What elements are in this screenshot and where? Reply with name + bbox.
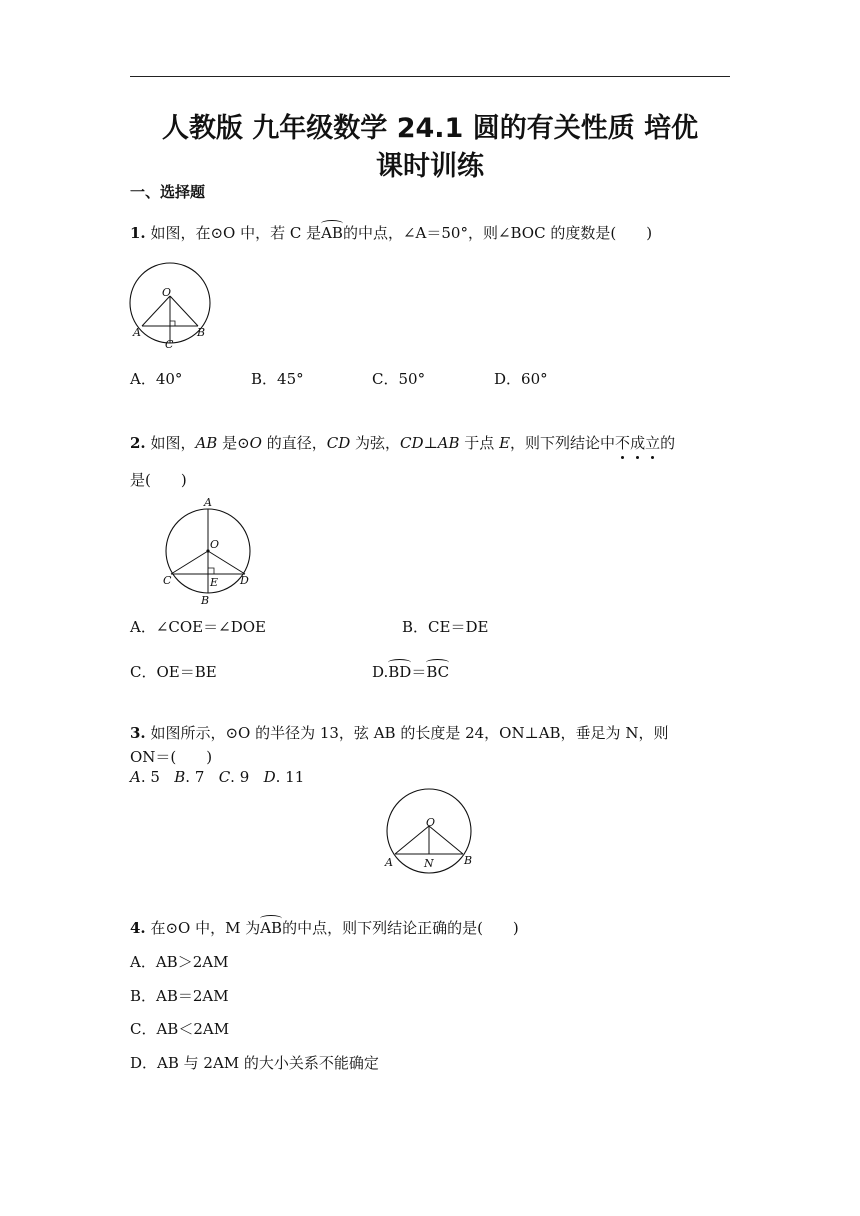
question-1: 1. 如图，在⊙O 中，若 C 是AB的中点，∠A＝50°，则∠BOC 的度数是( ) — [130, 224, 653, 242]
q4-option-b: B．AB＝2AM — [130, 987, 229, 1005]
question-3-line2: ON＝( ) — [130, 748, 213, 766]
question-number: 4. — [130, 919, 146, 937]
arc-bd: BD — [388, 663, 412, 681]
label-b: B — [201, 594, 210, 607]
q2-option-c: C．OE＝BE — [130, 663, 217, 681]
question-2-line2: 是( ) — [130, 471, 187, 489]
q4-option-a: A．AB＞2AM — [130, 953, 229, 971]
arc-bc: BC — [426, 663, 450, 681]
q1-option-d: D．60° — [494, 370, 548, 388]
question-number: 1. — [130, 224, 146, 242]
question-2: 2. 如图，AB 是⊙O 的直径，CD 为弦，CD⊥AB 于点 E，则下列结论中不成立的 — [130, 434, 676, 452]
label-c: C — [165, 338, 174, 351]
page-title: 人教版 九年级数学 24.1 圆的有关性质 培优 — [161, 113, 699, 144]
question-3: 3. 如图所示，⊙O 的半径为 13，弦 AB 的长度是 24，ON⊥AB，垂足为 N，则 — [130, 724, 669, 742]
label-e: E — [210, 576, 219, 589]
figure-q2 — [160, 496, 260, 608]
q2-option-d: D.BD＝BC — [372, 663, 450, 681]
header-rule — [130, 76, 730, 77]
segment-oc — [171, 551, 208, 574]
question-4: 4. 在⊙O 中，M 为AB的中点，则下列结论正确的是( ) — [130, 919, 519, 937]
label-d: D — [240, 574, 249, 587]
label-b: B — [197, 326, 206, 339]
label-o: O — [162, 286, 172, 299]
label-b: B — [464, 854, 473, 867]
page-title-line2: 课时训练 — [376, 151, 484, 182]
figure-q1 — [126, 263, 218, 353]
right-angle-mark — [170, 321, 175, 326]
arc-ab: AB — [260, 919, 283, 937]
label-a: A — [204, 496, 212, 509]
q4-option-d: D．AB 与 2AM 的大小关系不能确定 — [130, 1054, 379, 1072]
q4-option-c: C．AB＜2AM — [130, 1020, 230, 1038]
right-angle-mark — [208, 568, 214, 574]
emphasis-char: 不 — [615, 434, 631, 452]
label-a: A — [385, 856, 393, 869]
segment-oa — [142, 296, 170, 326]
question-number: 3. — [130, 724, 146, 742]
q1-option-c: C．50° — [372, 370, 426, 388]
q3-options: A. 5 B. 7 C. 9 D. 11 — [130, 768, 305, 786]
segment-od — [208, 551, 245, 574]
segment-ob — [429, 826, 463, 854]
q2-option-b: B．CE＝DE — [402, 618, 489, 636]
figure-q3 — [380, 788, 480, 878]
q1-option-a: A．40° — [130, 370, 183, 388]
segment-ob — [170, 296, 198, 326]
emphasis-char: 立 — [645, 434, 661, 452]
label-o: O — [426, 816, 436, 829]
arc-ab: AB — [321, 224, 343, 242]
q2-option-a: A．∠COE＝∠DOE — [130, 618, 266, 636]
label-c: C — [163, 574, 172, 587]
emphasis-char: 成 — [630, 434, 646, 452]
label-n: N — [424, 857, 434, 870]
q1-option-b: B．45° — [251, 370, 304, 388]
section-heading: 一、选择题 — [130, 183, 206, 201]
question-number: 2. — [130, 434, 146, 452]
segment-oa — [395, 826, 429, 854]
label-a: A — [133, 326, 141, 339]
label-o: O — [210, 538, 220, 551]
